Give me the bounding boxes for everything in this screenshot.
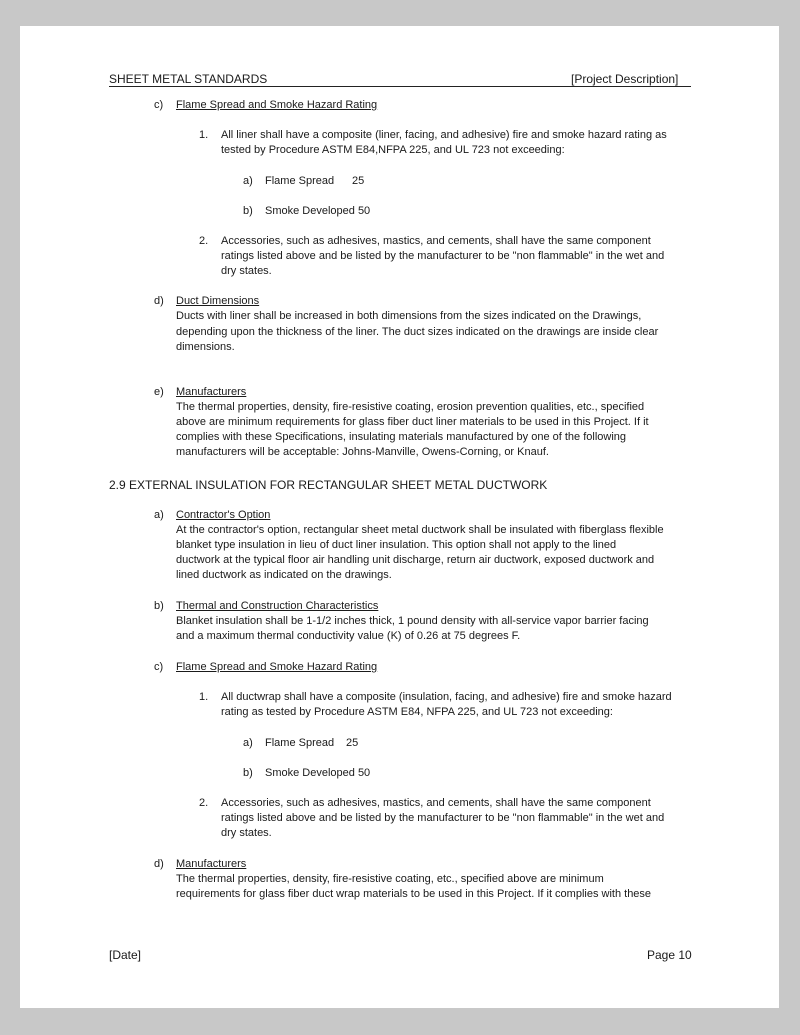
paragraph-line: All ductwrap shall have a composite (insulation, facing, and adhesive) fire and smoke hazard xyxy=(221,691,672,703)
list-number: 1. xyxy=(199,129,209,141)
sub-item-text: Smoke Developed 50 xyxy=(265,767,371,779)
paragraph-line: and a maximum thermal conductivity value (K) of 0.26 at 75 degrees F. xyxy=(176,630,521,642)
sub-item-text: Smoke Developed 50 xyxy=(265,205,371,217)
paragraph-line: dimensions. xyxy=(176,341,235,353)
section-heading: 2.9 EXTERNAL INSULATION FOR RECTANGULAR SHEET METAL DUCTWORK xyxy=(109,478,548,492)
subsection-title: Contractor's Option xyxy=(176,509,271,521)
paragraph-line: All liner shall have a composite (liner, facing, and adhesive) fire and smoke hazard rating as xyxy=(221,129,667,141)
list-number: 1. xyxy=(199,691,209,703)
paragraph-line: above are minimum requirements for glass fiber duct liner materials to be used in this Project. If it xyxy=(176,416,649,428)
paragraph-line: ductwork at the typical floor air handling unit discharge, return air ductwork, exposed ductwork and xyxy=(176,554,655,566)
subsection-title: Flame Spread and Smoke Hazard Rating xyxy=(176,661,378,673)
subsection-title: Thermal and Construction Characteristics xyxy=(176,600,379,612)
header-title: SHEET METAL STANDARDS xyxy=(109,72,268,86)
page-number: Page 10 xyxy=(647,948,692,962)
sub-item-marker: a) xyxy=(243,175,253,187)
paragraph-line: ratings listed above and be listed by the manufacturer to be "non flammable" in the wet and xyxy=(221,812,665,824)
paragraph-line: Ducts with liner shall be increased in both dimensions from the sizes indicated on the Drawings, xyxy=(176,310,642,322)
item-marker: b) xyxy=(154,600,164,612)
item-marker: c) xyxy=(154,99,164,111)
paragraph-line: Accessories, such as adhesives, mastics, and cements, shall have the same component xyxy=(221,235,651,247)
paragraph-line: manufacturers will be acceptable: Johns-Manville, Owens-Corning, or Knauf. xyxy=(176,446,549,458)
item-marker: e) xyxy=(154,386,164,398)
paragraph-line: depending upon the thickness of the liner. The duct sizes indicated on the drawings are inside clear xyxy=(176,326,659,338)
header-rule xyxy=(109,86,691,87)
paragraph-line: Blanket insulation shall be 1-1/2 inches thick, 1 pound density with all-service vapor barrier facing xyxy=(176,615,649,627)
sub-item-text: Flame Spread xyxy=(265,175,335,187)
paragraph-line: complies with these Specifications, insulating materials manufactured by one of the following xyxy=(176,431,627,443)
paragraph-line: The thermal properties, density, fire-resistive coating, etc., specified above are minimum xyxy=(176,873,604,885)
item-marker: d) xyxy=(154,295,164,307)
list-number: 2. xyxy=(199,797,209,809)
list-number: 2. xyxy=(199,235,209,247)
sub-item-marker: b) xyxy=(243,767,253,779)
sub-item-text: Flame Spread xyxy=(265,737,335,749)
sub-item-marker: a) xyxy=(243,737,253,749)
footer-date: [Date] xyxy=(109,948,142,962)
paragraph-line: The thermal properties, density, fire-resistive coating, erosion prevention qualities, etc., specified xyxy=(176,401,645,413)
document-page xyxy=(20,26,779,1008)
sub-item-marker: b) xyxy=(243,205,253,217)
paragraph-line: dry states. xyxy=(221,827,272,839)
paragraph-line: lined ductwork as indicated on the drawings. xyxy=(176,569,392,581)
header-project-description: [Project Description] xyxy=(571,72,679,86)
paragraph-line: Accessories, such as adhesives, mastics, and cements, shall have the same component xyxy=(221,797,651,809)
subsection-title: Duct Dimensions xyxy=(176,295,260,307)
subsection-title: Manufacturers xyxy=(176,386,247,398)
paragraph-line: tested by Procedure ASTM E84,NFPA 225, and UL 723 not exceeding: xyxy=(221,144,565,156)
item-marker: c) xyxy=(154,661,164,673)
sub-item-value: 25 xyxy=(346,737,359,749)
paragraph-line: requirements for glass fiber duct wrap materials to be used in this Project. If it complies with these xyxy=(176,888,652,900)
paragraph-line: dry states. xyxy=(221,265,272,277)
paragraph-line: rating as tested by Procedure ASTM E84, NFPA 225, and UL 723 not exceeding: xyxy=(221,706,613,718)
sub-item-value: 25 xyxy=(352,175,365,187)
subsection-title: Manufacturers xyxy=(176,858,247,870)
item-marker: d) xyxy=(154,858,164,870)
item-marker: a) xyxy=(154,509,164,521)
paragraph-line: blanket type insulation in lieu of duct liner insulation. This option shall not apply to the lined xyxy=(176,539,617,551)
paragraph-line: At the contractor's option, rectangular sheet metal ductwork shall be insulated with fiberglass flexible xyxy=(176,524,664,536)
subsection-title: Flame Spread and Smoke Hazard Rating xyxy=(176,99,378,111)
paragraph-line: ratings listed above and be listed by the manufacturer to be "non flammable" in the wet and xyxy=(221,250,665,262)
